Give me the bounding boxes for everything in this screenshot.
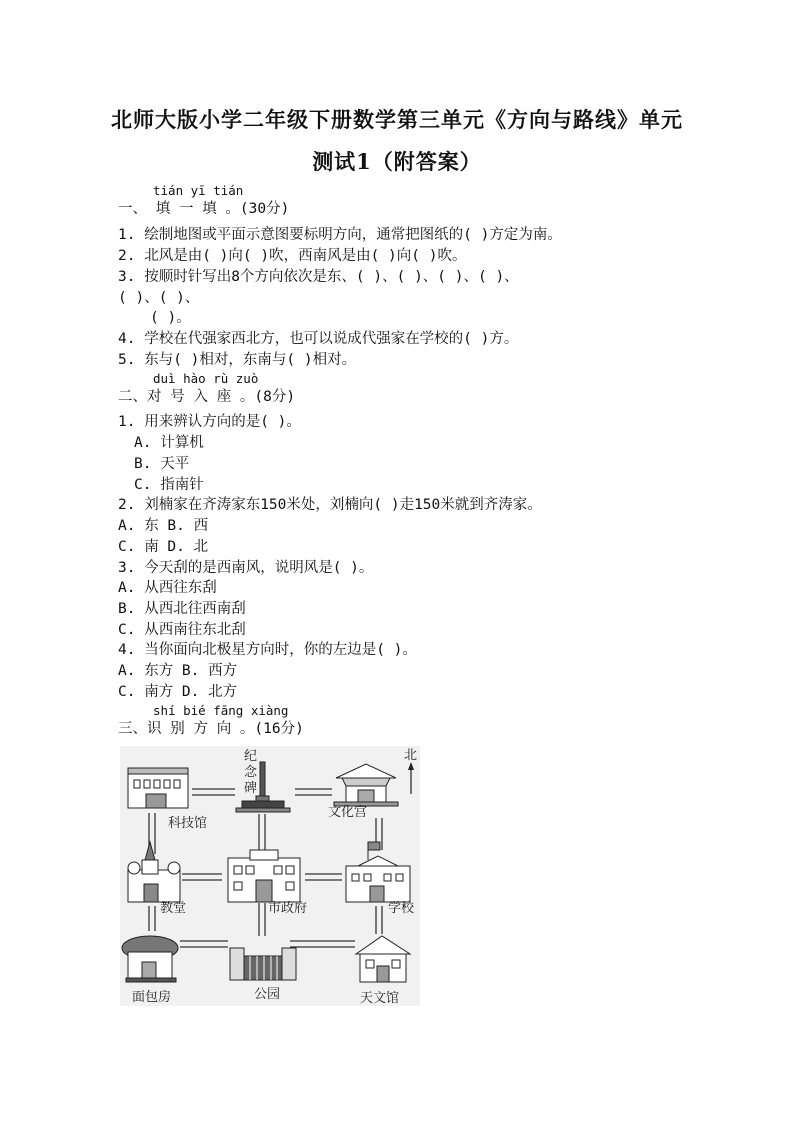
section3-heading: 三、识 别 方 向 。(16分) [118, 721, 304, 737]
north-label: 北 [404, 748, 418, 763]
s2-q3-option-a: A. 从西往东刮 [118, 580, 217, 596]
s2-question-1: 1. 用来辨认方向的是( )。 [118, 414, 301, 430]
s2-question-2: 2. 刘楠家在齐涛家东150米处，刘楠向( )走150米就到齐涛家。 [118, 497, 542, 513]
s2-q3-option-c: C. 从西南往东北刮 [118, 622, 246, 638]
school-label: 学校 [388, 901, 415, 916]
monument-label-1: 纪 [244, 749, 258, 764]
title-line-2: 测试1（附答案） [312, 149, 482, 174]
s1-question-3-cont: ( )、( )、 [118, 290, 200, 306]
s2-q3-option-b: B. 从西北往西南刮 [118, 601, 246, 617]
bakery-icon [122, 936, 178, 982]
s2-question-4: 4. 当你面向北极星方向时，你的左边是( )。 [118, 642, 417, 658]
section1-heading: 一、 填 一 填 。(30分) [118, 201, 290, 217]
s1-question-2: 2. 北风是由( )向( )吹，西南风是由( )向( )吹。 [118, 248, 467, 264]
culture-palace-label: 文化宫 [328, 805, 368, 820]
s2-q1-option-a: A. 计算机 [134, 435, 204, 451]
monument-label-3: 碑 [244, 781, 258, 796]
section2-heading: 二、对 号 入 座 。(8分) [118, 389, 296, 405]
s1-question-5: 5. 东与( )相对，东南与( )相对。 [118, 352, 357, 368]
observatory-label: 天文馆 [360, 991, 400, 1006]
monument-label-2: 念 [244, 765, 258, 780]
title-line-1: 北师大版小学二年级下册数学第三单元《方向与路线》单元 [111, 107, 683, 132]
s1-question-4: 4. 学校在代强家西北方，也可以说成代强家在学校的( )方。 [118, 331, 519, 347]
s2-question-3: 3. 今天刮的是西南风，说明风是( )。 [118, 560, 374, 576]
s2-q4-options-ab: A. 东方 B. 西方 [118, 663, 238, 679]
city-hall-label: 市政府 [268, 901, 308, 916]
s2-q1-option-c: C. 指南针 [134, 477, 204, 493]
s2-q2-options-ab: A. 东 B. 西 [118, 518, 209, 534]
section1-pinyin: tián yī tián [153, 183, 244, 198]
science-museum-icon [128, 768, 188, 808]
direction-map [120, 746, 420, 1006]
science-museum-label: 科技馆 [168, 816, 208, 831]
s1-question-3-end: ( )。 [150, 310, 191, 326]
city-hall-icon [228, 850, 300, 902]
s1-question-1: 1. 绘制地图或平面示意图要标明方向，通常把图纸的( )方定为南。 [118, 227, 562, 243]
bakery-label: 面包房 [132, 990, 172, 1005]
church-label: 教堂 [160, 901, 187, 916]
s2-q1-option-b: B. 天平 [134, 456, 190, 472]
section3-pinyin: shí bié fāng xiàng [153, 703, 289, 718]
section2-pinyin: duì hào rù zuò [153, 371, 259, 386]
park-label: 公园 [254, 987, 281, 1002]
s2-q4-options-cd: C. 南方 D. 北方 [118, 684, 238, 700]
s2-q2-options-cd: C. 南 D. 北 [118, 539, 209, 555]
s1-question-3: 3. 按顺时针写出8个方向依次是东、( )、( )、( )、( )、 [118, 269, 519, 285]
